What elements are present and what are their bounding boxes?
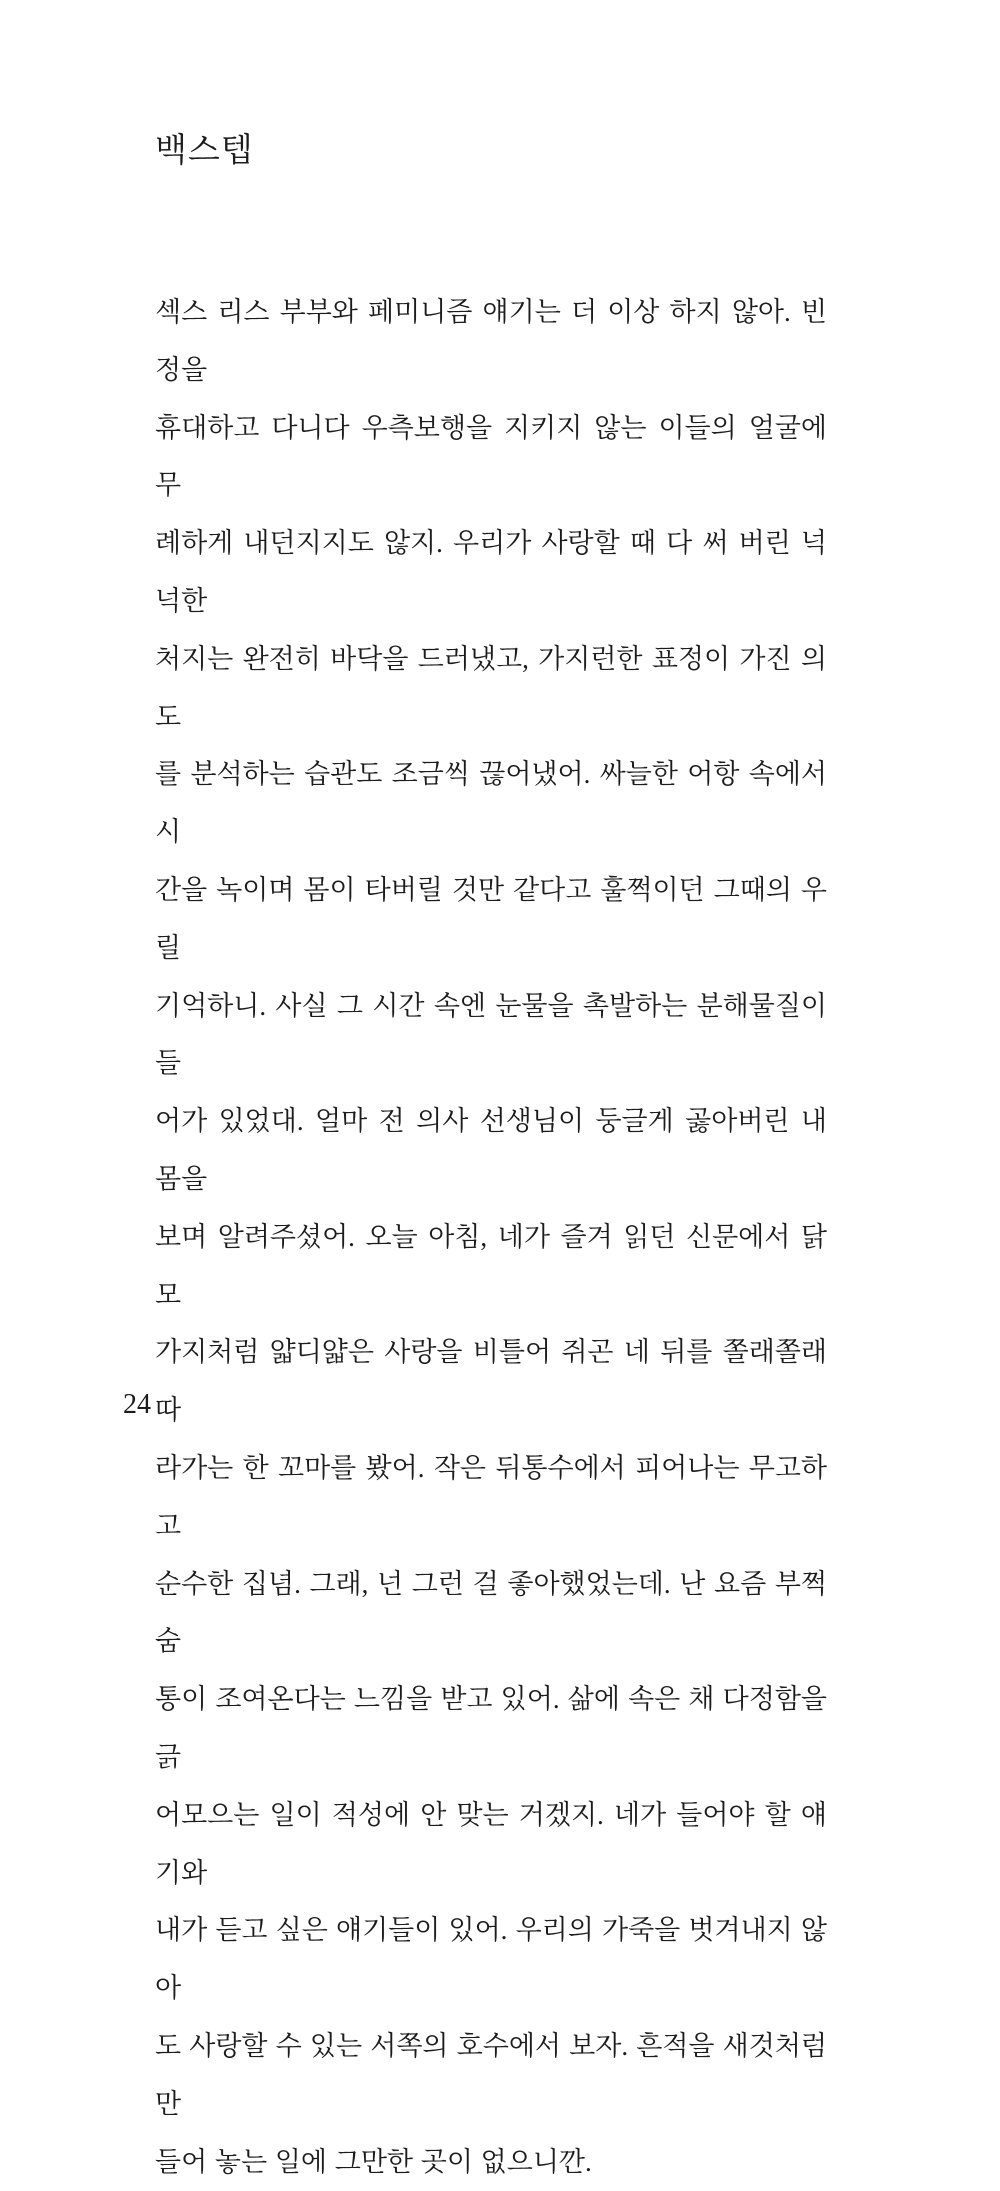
poem-body [155,284,827,2191]
poem-line: 보며 알려주셨어. 오늘 아침, 네가 즐겨 읽던 신문에서 닭 모 [155,1209,827,1325]
poem-line: 를 분석하는 습관도 조금씩 끊어냈어. 싸늘한 어항 속에서 시 [155,746,827,862]
poem-line: 례하게 내던지지도 않지. 우리가 사랑할 때 다 써 버린 넉넉한 [155,515,827,631]
poem-line: 어가 있었대. 얼마 전 의사 선생님이 둥글게 곯아버린 내 몸을 [155,1093,827,1209]
poem-line: 간을 녹이며 몸이 타버릴 것만 같다고 훌쩍이던 그때의 우릴 [155,862,827,978]
poem-line: 기억하니. 사실 그 시간 속엔 눈물을 촉발하는 분해물질이 들 [155,978,827,1094]
poem-line-last: 들어 놓는 일에 그만한 곳이 없으니깐. [155,2134,827,2191]
poem-line: 어모으는 일이 적성에 안 맞는 거겠지. 네가 들어야 할 얘기와 [155,1787,827,1903]
poem-line: 내가 듣고 싶은 얘기들이 있어. 우리의 가죽을 벗겨내지 않아 [155,1902,827,2018]
poem-line: 처지는 완전히 바닥을 드러냈고, 가지런한 표정이 가진 의도 [155,631,827,747]
poem-line: 라가는 한 꼬마를 봤어. 작은 뒤통수에서 피어나는 무고하고 [155,1440,827,1556]
poem-title: 백스텝 [155,132,254,172]
poem-line: 섹스 리스 부부와 페미니즘 얘기는 더 이상 하지 않아. 빈정을 [155,284,827,400]
page-number: 24 [123,1388,151,1422]
poem-line: 휴대하고 다니다 우측보행을 지키지 않는 이들의 얼굴에 무 [155,400,827,516]
poem-line: 순수한 집념. 그래, 넌 그런 걸 좋아했었는데. 난 요즘 부쩍 숨 [155,1556,827,1672]
poem-line: 가지처럼 얇디얇은 사랑을 비틀어 쥐곤 네 뒤를 쫄래쫄래 따 [155,1324,827,1440]
poem-line: 통이 조여온다는 느낌을 받고 있어. 삶에 속은 채 다정함을 긁 [155,1671,827,1787]
poem-line: 도 사랑할 수 있는 서쪽의 호수에서 보자. 흔적을 새것처럼 만 [155,2018,827,2134]
